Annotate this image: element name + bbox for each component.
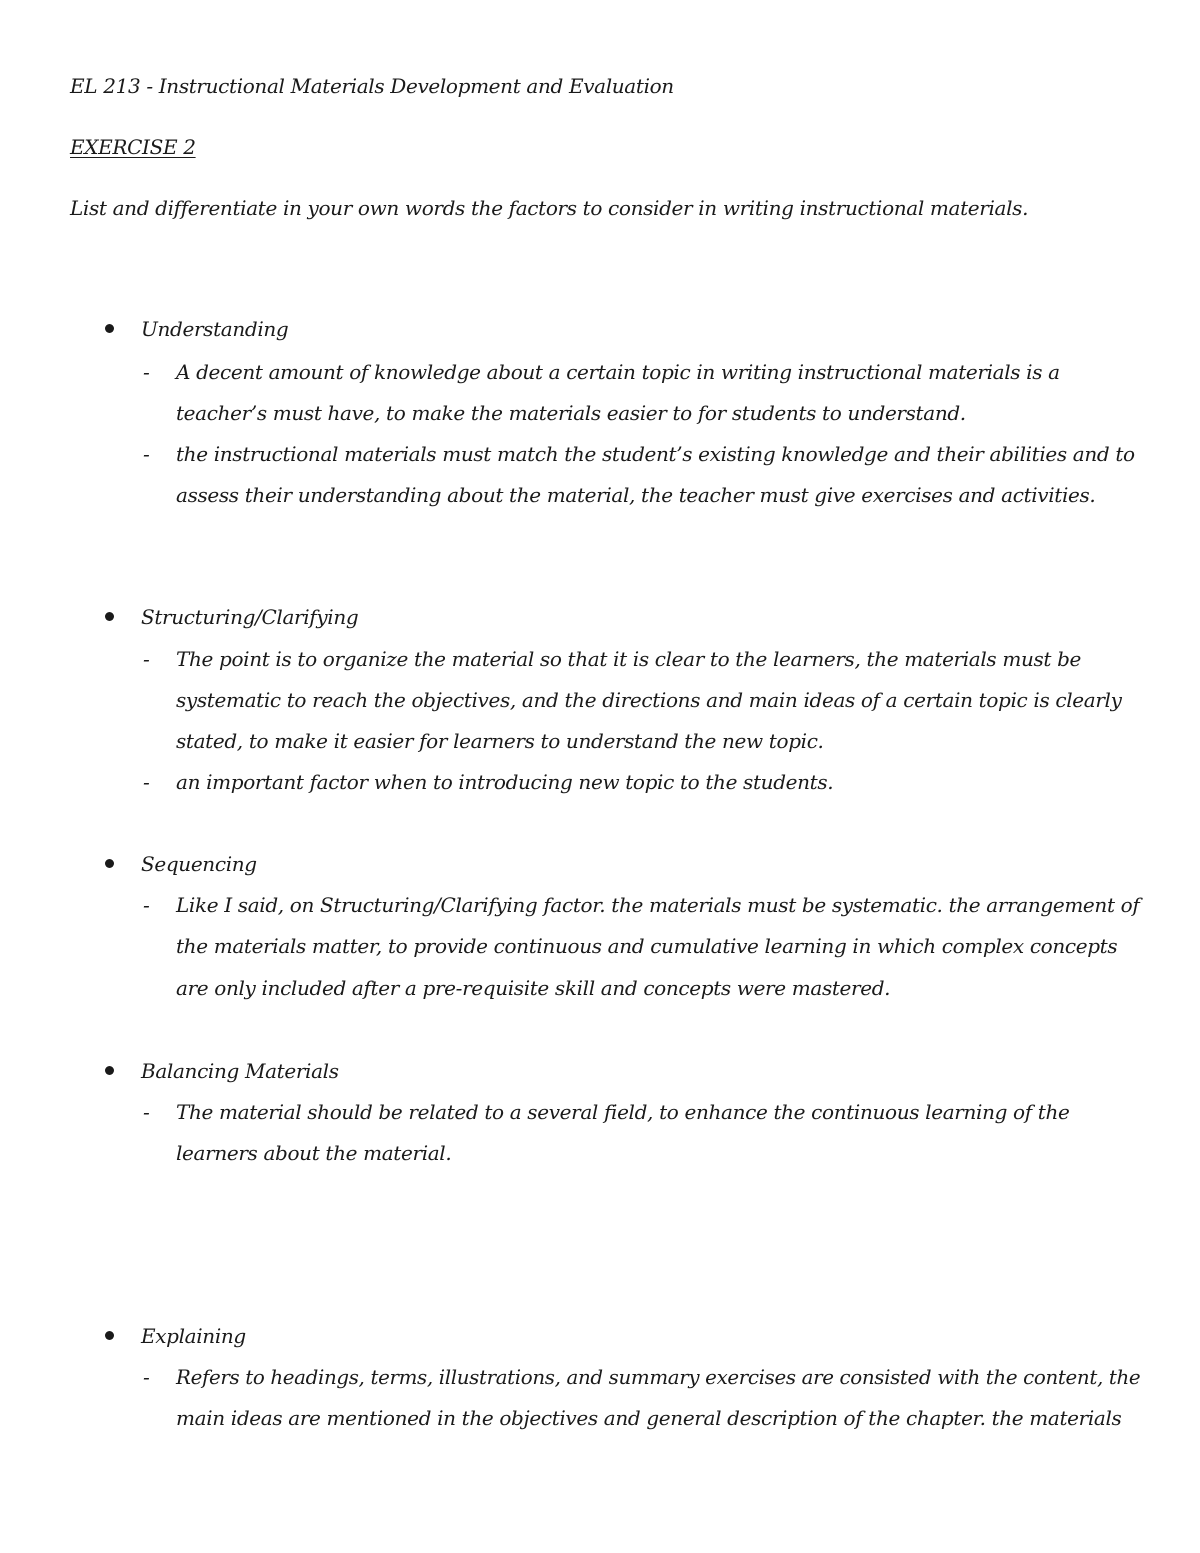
- dash-marker: -: [143, 1365, 150, 1389]
- factor-point-line: assess their understanding about the material, the teacher must give exercises and activities.: [176, 483, 1096, 507]
- bullet-icon: [105, 1331, 114, 1340]
- factor-point-line: an important factor when to introducing new topic to the students.: [176, 770, 834, 794]
- factor-point-line: main ideas are mentioned in the objectives and general description of the chapter. the materials: [176, 1406, 1122, 1430]
- factor-point-line: the instructional materials must match the student’s existing knowledge and their abilities and to: [176, 442, 1135, 466]
- dash-marker: -: [143, 893, 150, 917]
- bullet-icon: [105, 612, 114, 621]
- factor-point-line: A decent amount of knowledge about a certain topic in writing instructional materials is a: [176, 360, 1060, 384]
- factor-title-explaining: Explaining: [141, 1324, 246, 1348]
- factor-point-line: are only included after a pre-requisite skill and concepts were mastered.: [176, 976, 891, 1000]
- factor-point-line: the materials matter, to provide continuous and cumulative learning in which complex concepts: [176, 934, 1118, 958]
- dash-marker: -: [143, 442, 150, 466]
- factor-point-line: systematic to reach the objectives, and the directions and main ideas of a certain topic is clearly: [176, 688, 1122, 712]
- dash-marker: -: [143, 1100, 150, 1124]
- bullet-icon: [105, 1066, 114, 1075]
- factor-point-line: Refers to headings, terms, illustrations, and summary exercises are consisted with the content, the: [176, 1365, 1141, 1389]
- factor-title-structuring: Structuring/Clarifying: [141, 605, 359, 629]
- exercise-label: EXERCISE 2: [70, 135, 196, 159]
- bullet-icon: [105, 324, 114, 333]
- course-title: EL 213 - Instructional Materials Development and Evaluation: [70, 74, 674, 98]
- exercise-prompt: List and differentiate in your own words the factors to consider in writing instructional materials.: [70, 196, 1029, 220]
- factor-point-line: teacher’s must have, to make the materials easier to for students to understand.: [176, 401, 966, 425]
- bullet-icon: [105, 859, 114, 868]
- factor-point-line: stated, to make it easier for learners to understand the new topic.: [176, 729, 824, 753]
- factor-title-understanding: Understanding: [141, 317, 289, 341]
- factor-title-balancing: Balancing Materials: [141, 1059, 339, 1083]
- factor-point-line: The material should be related to a several field, to enhance the continuous learning of the: [176, 1100, 1070, 1124]
- dash-marker: -: [143, 647, 150, 671]
- factor-point-line: learners about the material.: [176, 1141, 452, 1165]
- factor-point-line: The point is to organize the material so that it is clear to the learners, the materials must be: [176, 647, 1082, 671]
- dash-marker: -: [143, 360, 150, 384]
- factor-point-line: Like I said, on Structuring/Clarifying factor. the materials must be systematic. the arrangement of: [176, 893, 1140, 917]
- factor-title-sequencing: Sequencing: [141, 852, 257, 876]
- dash-marker: -: [143, 770, 150, 794]
